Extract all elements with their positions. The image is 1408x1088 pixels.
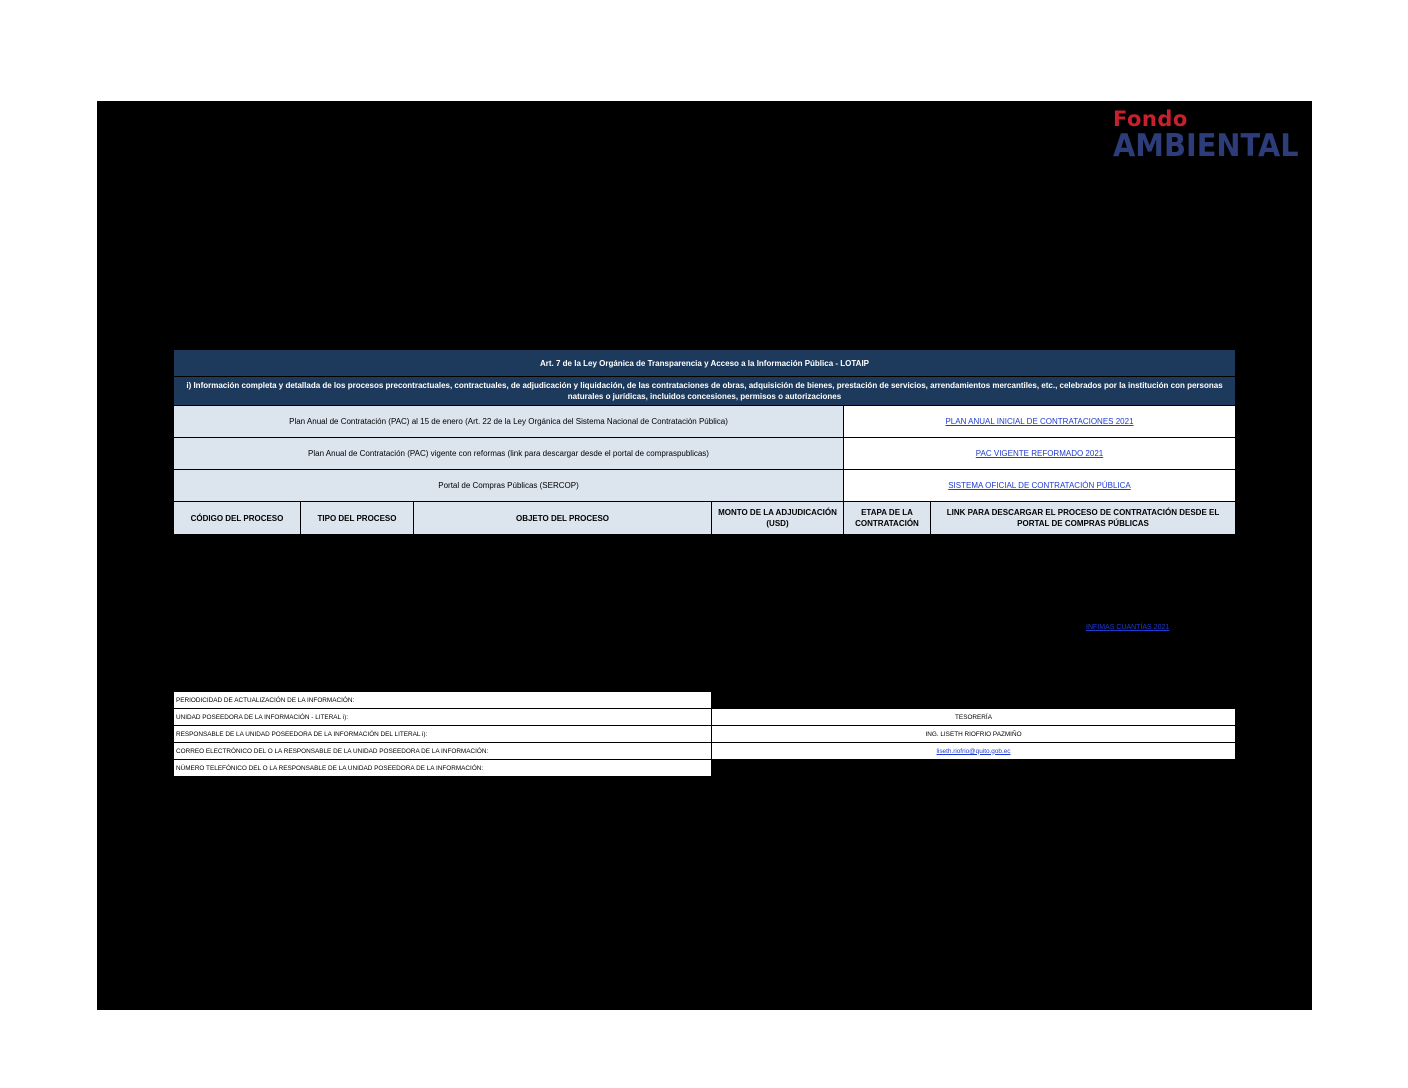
sercop-cell bbox=[844, 470, 1236, 502]
pac-inicial-cell bbox=[844, 406, 1236, 438]
correo-link[interactable]: liseth.riofrio@quito.gob.ec bbox=[936, 747, 1011, 755]
sercop-link[interactable]: SISTEMA OFICIAL DE CONTRATACIÓN PÚBLICA bbox=[948, 481, 1131, 490]
pac-inicial-label: Plan Anual de Contratación (PAC) al 15 de enero (Art. 22 de la Ley Orgánica del Sistema Nacional de Contratación Pública) bbox=[174, 406, 844, 438]
fondo-ambiental-logo bbox=[1113, 108, 1313, 170]
telefono-label: NÚMERO TELEFÓNICO DEL O LA RESPONSABLE DE LA UNIDAD POSEEDORA DE LA INFORMACIÓN: bbox=[174, 760, 712, 777]
responsable-label: RESPONSABLE DE LA UNIDAD POSEEDORA DE LA INFORMACIÓN DEL LITERAL i): bbox=[174, 726, 712, 743]
column-header-monto: MONTO DE LA ADJUDICACIÓN (USD) bbox=[712, 502, 844, 535]
column-header-codigo: CÓDIGO DEL PROCESO bbox=[174, 502, 301, 535]
correo-label: CORREO ELECTRÓNICO DEL O LA RESPONSABLE DE LA UNIDAD POSEEDORA DE LA INFORMACIÓN: bbox=[174, 743, 712, 760]
sercop-label: Portal de Compras Públicas (SERCOP) bbox=[174, 470, 844, 502]
logo-line-1: Fondo bbox=[1113, 107, 1188, 131]
column-header-tipo: TIPO DEL PROCESO bbox=[301, 502, 414, 535]
pac-inicial-link[interactable]: PLAN ANUAL INICIAL DE CONTRATACIONES 2021 bbox=[945, 417, 1134, 426]
column-header-etapa: ETAPA DE LA CONTRATACIÓN bbox=[844, 502, 931, 535]
unidad-label: UNIDAD POSEEDORA DE LA INFORMACIÓN - LITERAL i): bbox=[174, 709, 712, 726]
pac-vigente-cell bbox=[844, 438, 1236, 470]
sheet-background bbox=[97, 101, 1312, 1010]
periodicidad-label: PERIODICIDAD DE ACTUALIZACIÓN DE LA INFORMACIÓN: bbox=[174, 692, 712, 709]
column-header-link: LINK PARA DESCARGAR EL PROCESO DE CONTRATACIÓN DESDE EL PORTAL DE COMPRAS PÚBLICAS bbox=[931, 502, 1236, 535]
table-title: Art. 7 de la Ley Orgánica de Transparencia y Acceso a la Información Pública - LOTAIP bbox=[174, 350, 1236, 377]
logo-line-2: AMBIENTAL bbox=[1113, 128, 1299, 164]
lotaip-table bbox=[173, 349, 1236, 535]
responsable-value: ING. LISETH RIOFRIO PAZMIÑO bbox=[712, 726, 1236, 743]
periodicidad-value bbox=[712, 692, 1236, 709]
column-header-objeto: OBJETO DEL PROCESO bbox=[414, 502, 712, 535]
pac-vigente-label: Plan Anual de Contratación (PAC) vigente con reformas (link para descargar desde el portal de compraspublicas) bbox=[174, 438, 844, 470]
info-table bbox=[173, 691, 1236, 777]
unidad-value: TESORERÍA bbox=[712, 709, 1236, 726]
pac-vigente-link[interactable]: PAC VIGENTE REFORMADO 2021 bbox=[975, 449, 1104, 458]
telefono-value bbox=[712, 760, 1236, 777]
correo-cell bbox=[712, 743, 1236, 760]
infimas-cuantias-link[interactable]: INFIMAS CUANTÍAS 2021 bbox=[1086, 624, 1170, 631]
literal-description: i) Información completa y detallada de los procesos precontractuales, contractuales, de adjudicación y liquidación, de las contrataciones de obras, adquisición de bienes, prestación de servicios, arrendamientos mercantiles, etc., celebrados por la institución con personas naturales o jurídicas, incluidos concesiones, permisos o autorizaciones bbox=[174, 377, 1236, 406]
